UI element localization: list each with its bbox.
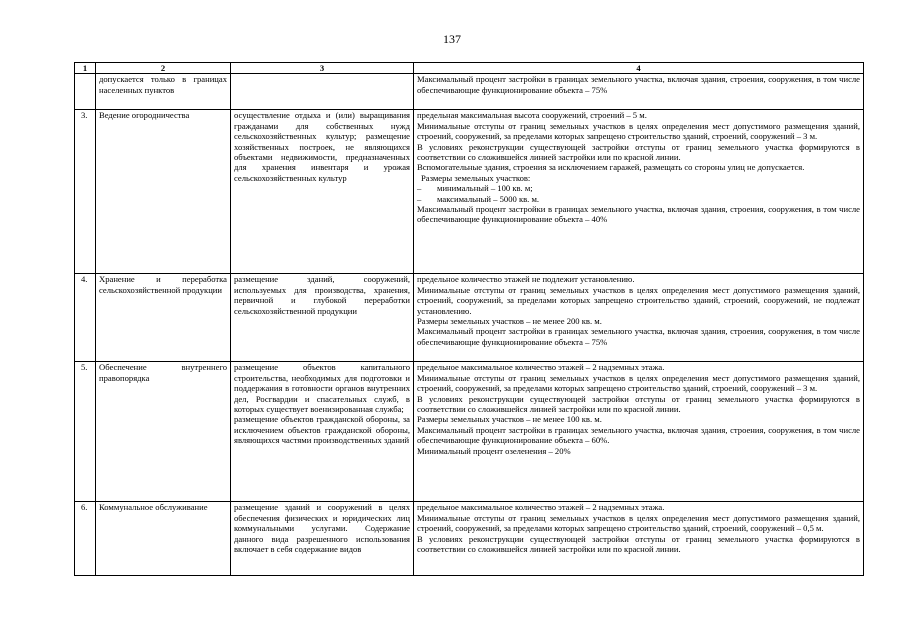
param-line: предельная максимальная высота сооружений, строений – 5 м. [417, 110, 647, 121]
param-line: Размеры земельных участков: [421, 172, 531, 183]
param-line: Минимальные отступы от границ земельных участков в целях определения мест допустимого размещения зданий, строений, сооружений, за пределами которых запрещено строительство зданий, строений, сооружений – 0,5 м. [417, 512, 860, 534]
row-parameters [414, 274, 864, 362]
param-line: Максимальный процент застройки в границах земельного участка, включая здания, строения, сооружения, в том числе обеспечивающие функционирование объекта – 75% [417, 326, 860, 347]
row-number: 4. [75, 274, 96, 362]
row-name: Коммунальное обслуживание [96, 502, 231, 576]
row-name: Хранение и переработка сельскохозяйственной продукции [96, 274, 231, 362]
param-line: В условиях реконструкции существующей застройки отступы от границ земельного участка формируются в соответствии со сложившейся линией застройки или по красной линии. [417, 393, 860, 415]
row-number: 3. [75, 110, 96, 274]
desc-line: осуществление отдыха и (или) выращивания гражданами для собственных нужд сельскохозяйственных культур; размещение хозяйственных построек, не являющихся объектами недвижимости, предназначенных для хранения инвентаря и урожая сельскохозяйственных культур [234, 110, 410, 183]
row-parameters [414, 502, 864, 576]
table-header-row [75, 63, 864, 74]
desc-line: размещение объектов капитального строительства, необходимых для подготовки и поддержания в готовности органов внутренних дел, Росгвардии и спасательных служб, в которых существует военизированная служба; [234, 362, 410, 415]
param-line: Максимальный процент застройки в границах земельного участка, включая здания, строения, сооружения, в том числе обеспечивающие функционирование объекта – 40% [417, 204, 860, 225]
row-number: 5. [75, 362, 96, 502]
zoning-table [74, 62, 864, 576]
param-dash-item: – максимальный – 5000 кв. м. [417, 193, 540, 204]
row-name: допускается только в границах населенных пунктов [96, 74, 231, 110]
table-row [75, 362, 864, 502]
param-dash-item: – минимальный – 100 кв. м; [417, 183, 533, 194]
param-line: минимальный – 100 кв. м; [437, 183, 533, 194]
param-line: предельное максимальное количество этажей – 2 надземных этажа. [417, 362, 665, 373]
row-number [75, 74, 96, 110]
row-parameters [414, 110, 864, 274]
row-parameters [414, 362, 864, 502]
row-description [231, 502, 414, 576]
row-number: 6. [75, 502, 96, 576]
param-line: Максимальный процент застройки в границах земельного участка, включая здания, строения, сооружения, в том числе обеспечивающие функционирование объекта – 75% [417, 74, 860, 95]
row-name: Ведение огородничества [96, 110, 231, 274]
param-line: В условиях реконструкции существующей застройки отступы от границ земельного участка формируются в соответствии со сложившейся линией застройки или по красной линии. [417, 141, 860, 163]
param-line: Размеры земельных участков – не менее 100 кв. м. [417, 414, 602, 425]
param-line: Минимальные отступы от границ земельных участков в целях определения мест допустимого размещения зданий, строений, сооружений, за пределами которых запрещено строительство зданий, строений, сооружений – 3 м. [417, 372, 860, 394]
row-description [231, 362, 414, 502]
desc-line: размещение объектов гражданской обороны, за исключением объектов гражданской обороны, являющихся частями производственных зданий [234, 414, 410, 446]
page-number: 137 [443, 32, 461, 46]
row-parameters [414, 74, 864, 110]
header-col-3: 3 [231, 63, 414, 74]
param-line: предельное количество этажей не подлежит установлению. [417, 274, 635, 285]
param-line: Минимальные отступы от границ земельных участков в целях определения мест допустимого размещения зданий, строений, сооружений, за пределами которых запрещено строительство зданий, строений, сооружений – 3 м. [417, 120, 860, 142]
param-line: Максимальный процент застройки в границах земельного участка, включая здания, строения, сооружения, в том числе обеспечивающие функционирование объекта – 60%. [417, 424, 860, 446]
param-line: максимальный – 5000 кв. м. [437, 193, 540, 204]
param-line: Минимальные отступы от границ земельных участков в целях определения мест допустимого размещения зданий, строений, сооружений, за пределами которых запрещено строительство зданий, строений, сооружений, не подлежат установлению. [417, 284, 860, 316]
header-col-4: 4 [414, 63, 864, 74]
table-row [75, 502, 864, 576]
row-name: Обеспечение внутреннего правопорядка [96, 362, 231, 502]
param-line: Размеры земельных участков – не менее 200 кв. м. [417, 316, 602, 327]
table-row [75, 274, 864, 362]
table-row [75, 110, 864, 274]
param-line: В условиях реконструкции существующей застройки отступы от границ земельного участка формируются в соответствии со сложившейся линией застройки или по красной линии. [417, 533, 860, 555]
desc-line: размещение зданий и сооружений в целях обеспечения физических и юридических лиц коммунальными услугами. Содержание данного вида разрешенного использования включает в себя содержание видов [234, 502, 410, 555]
header-col-1: 1 [75, 63, 96, 74]
param-line: предельное максимальное количество этажей – 2 надземных этажа. [417, 502, 665, 513]
header-col-2: 2 [96, 63, 231, 74]
param-line: Минимальный процент озеленения – 20% [417, 445, 571, 456]
row-description [231, 110, 414, 274]
row-description [231, 74, 414, 110]
row-description [231, 274, 414, 362]
desc-line: размещение зданий, сооружений, используемых для производства, хранения, первичной и глубокой переработки сельскохозяйственной продукции [234, 274, 410, 316]
table-row [75, 74, 864, 110]
param-line: Вспомогательные здания, строения за исключением гаражей, размещать со стороны улиц не допускается. [417, 162, 805, 173]
